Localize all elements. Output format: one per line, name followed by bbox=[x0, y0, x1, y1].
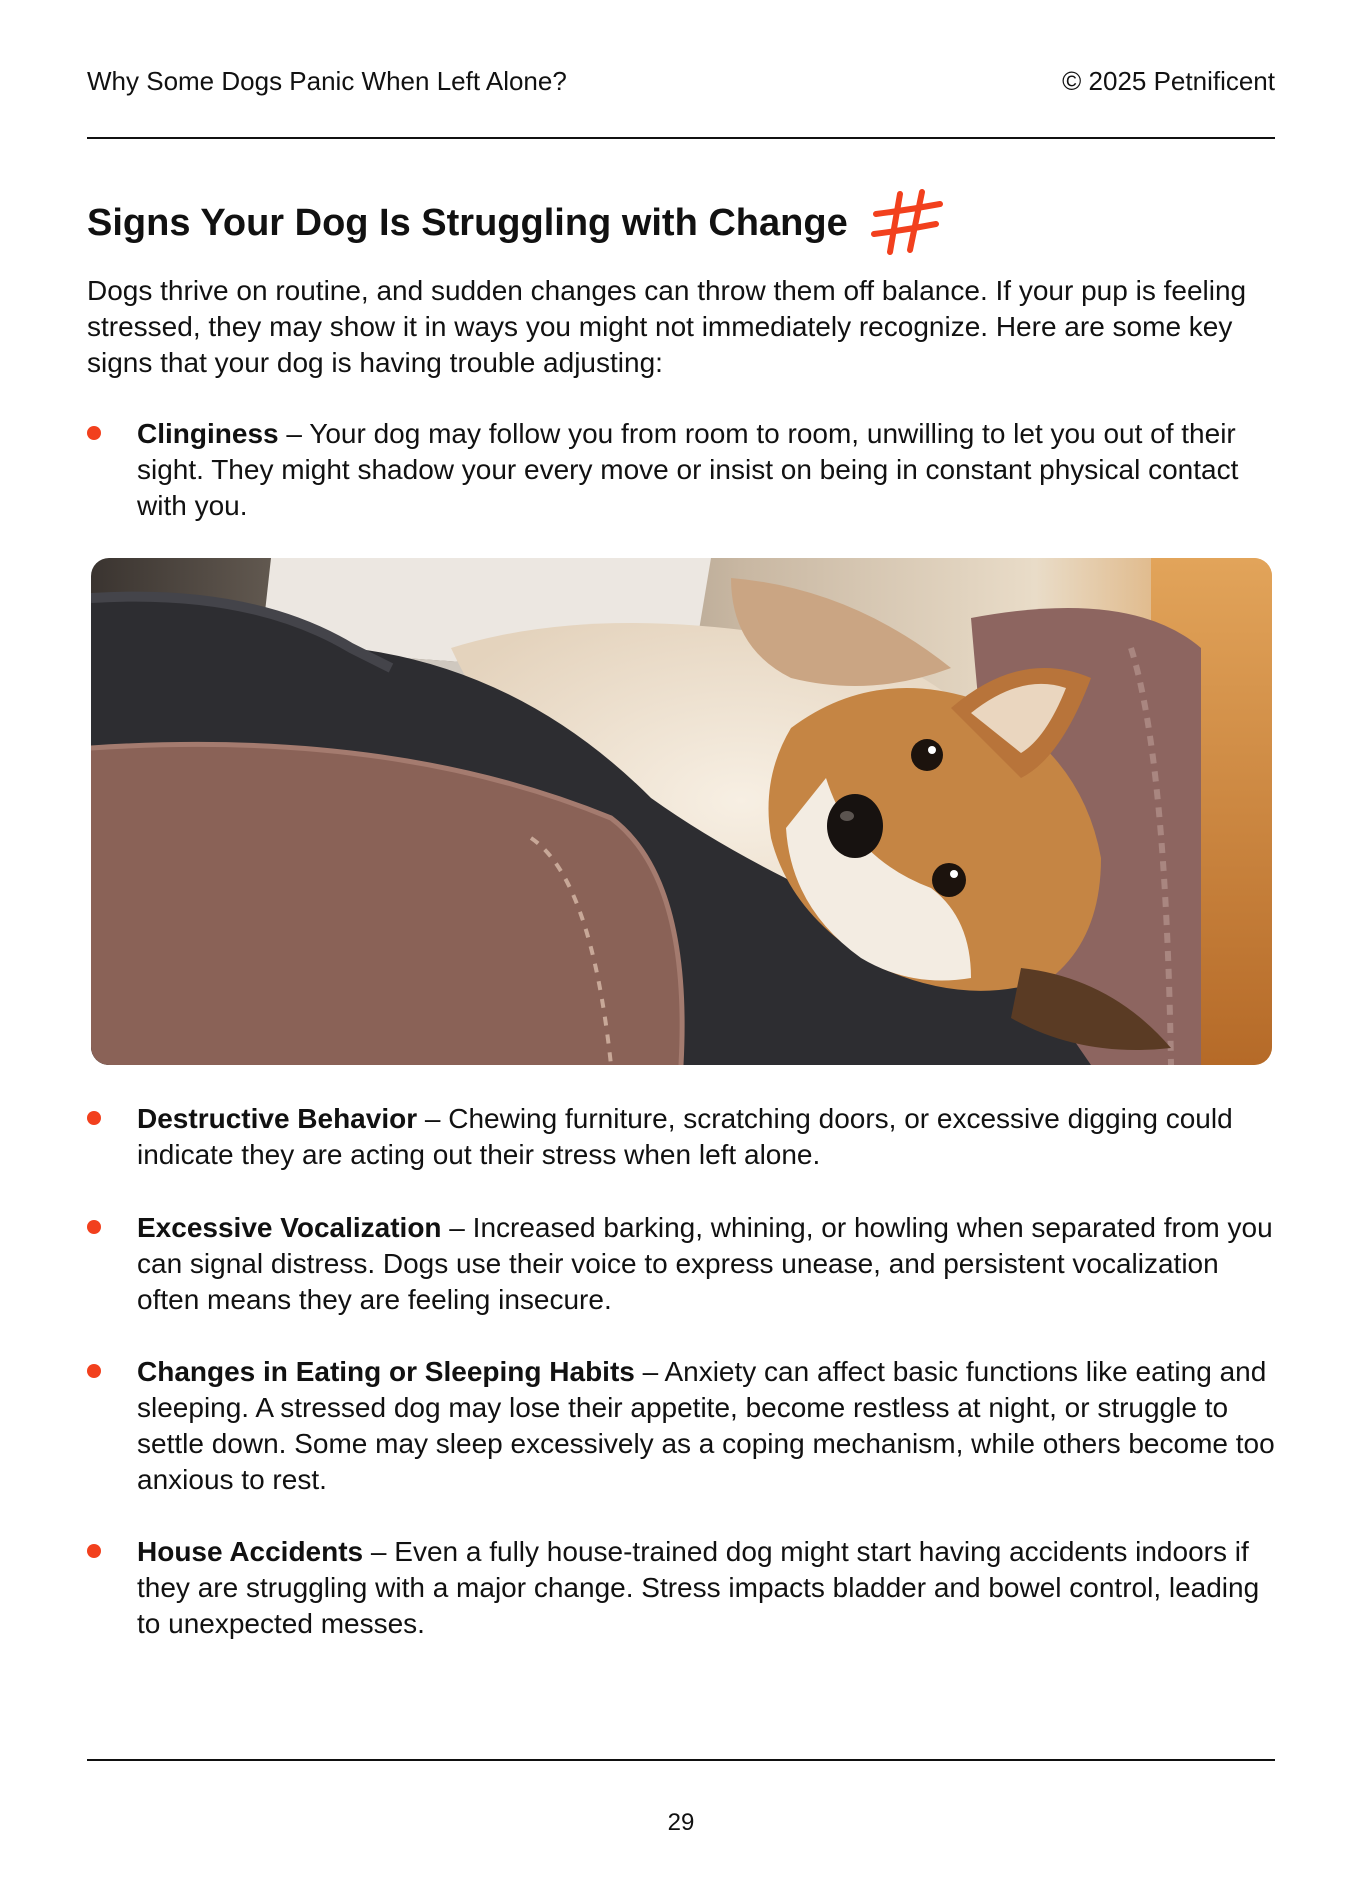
list-item-term: House Accidents bbox=[137, 1536, 364, 1567]
header-divider bbox=[87, 137, 1275, 139]
list-item bbox=[87, 1101, 1277, 1173]
section-intro: Dogs thrive on routine, and sudden changes can throw them off balance. If your pup is feeling stressed, they may show it in ways you might not immediately recognize. Here are some key signs that your dog is having trouble adjusting: bbox=[87, 275, 1247, 378]
list-item bbox=[87, 1354, 1277, 1498]
list-item-description: – Chewing furniture, scratching doors, or excessive digging could indicate they are acting out their stress when left alone. bbox=[137, 1103, 1233, 1170]
list-item-text bbox=[137, 1210, 1277, 1318]
list-item bbox=[87, 1210, 1277, 1318]
list-item-term: Changes in Eating or Sleeping Habits bbox=[137, 1356, 635, 1387]
list-item-text bbox=[137, 416, 1277, 524]
list-item-term: Excessive Vocalization bbox=[137, 1212, 442, 1243]
section-title: Signs Your Dog Is Struggling with Change bbox=[87, 202, 848, 244]
header-copyright: © 2025 Petnificent bbox=[1062, 66, 1275, 96]
list-item bbox=[87, 416, 1277, 524]
page-number: 29 bbox=[667, 1809, 695, 1836]
list-item-description: – Increased barking, whining, or howling when separated from you can signal distress. Dogs use their voice to express unease, and persistent vocalization often means they are feeling insecure. bbox=[137, 1212, 1273, 1315]
bullet-icon bbox=[87, 1220, 101, 1234]
bullet-icon bbox=[87, 1364, 101, 1378]
list-item-description: – Your dog may follow you from room to room, unwilling to let you out of their sight. They might shadow your every move or insist on being in constant physical contact with you. bbox=[137, 418, 1239, 521]
section-title-row bbox=[87, 188, 946, 258]
footer-divider bbox=[87, 1759, 1275, 1761]
list-item bbox=[87, 1534, 1277, 1642]
hashtag-icon bbox=[870, 188, 946, 258]
list-item-description: – Even a fully house-trained dog might start having accidents indoors if they are struggling with a major change. Stress impacts bladder and bowel control, leading to unexpected messes. bbox=[137, 1536, 1260, 1639]
list-item-text bbox=[137, 1354, 1277, 1498]
dog-photo bbox=[91, 558, 1272, 1065]
header-title: Why Some Dogs Panic When Left Alone? bbox=[87, 66, 567, 96]
list-item-text bbox=[137, 1534, 1277, 1642]
page-header bbox=[87, 64, 1275, 98]
bullet-icon bbox=[87, 426, 101, 440]
list-item-term: Destructive Behavior bbox=[137, 1103, 418, 1134]
list-item-description: – Anxiety can affect basic functions like eating and sleeping. A stressed dog may lose their appetite, become restless at night, or struggle to settle down. Some may sleep excessively as a coping mechanism, while others become too anxious to rest. bbox=[137, 1356, 1275, 1495]
list-item-text bbox=[137, 1101, 1277, 1173]
bullet-icon bbox=[87, 1544, 101, 1558]
bullet-icon bbox=[87, 1111, 101, 1125]
list-item-term: Clinginess bbox=[137, 418, 279, 449]
